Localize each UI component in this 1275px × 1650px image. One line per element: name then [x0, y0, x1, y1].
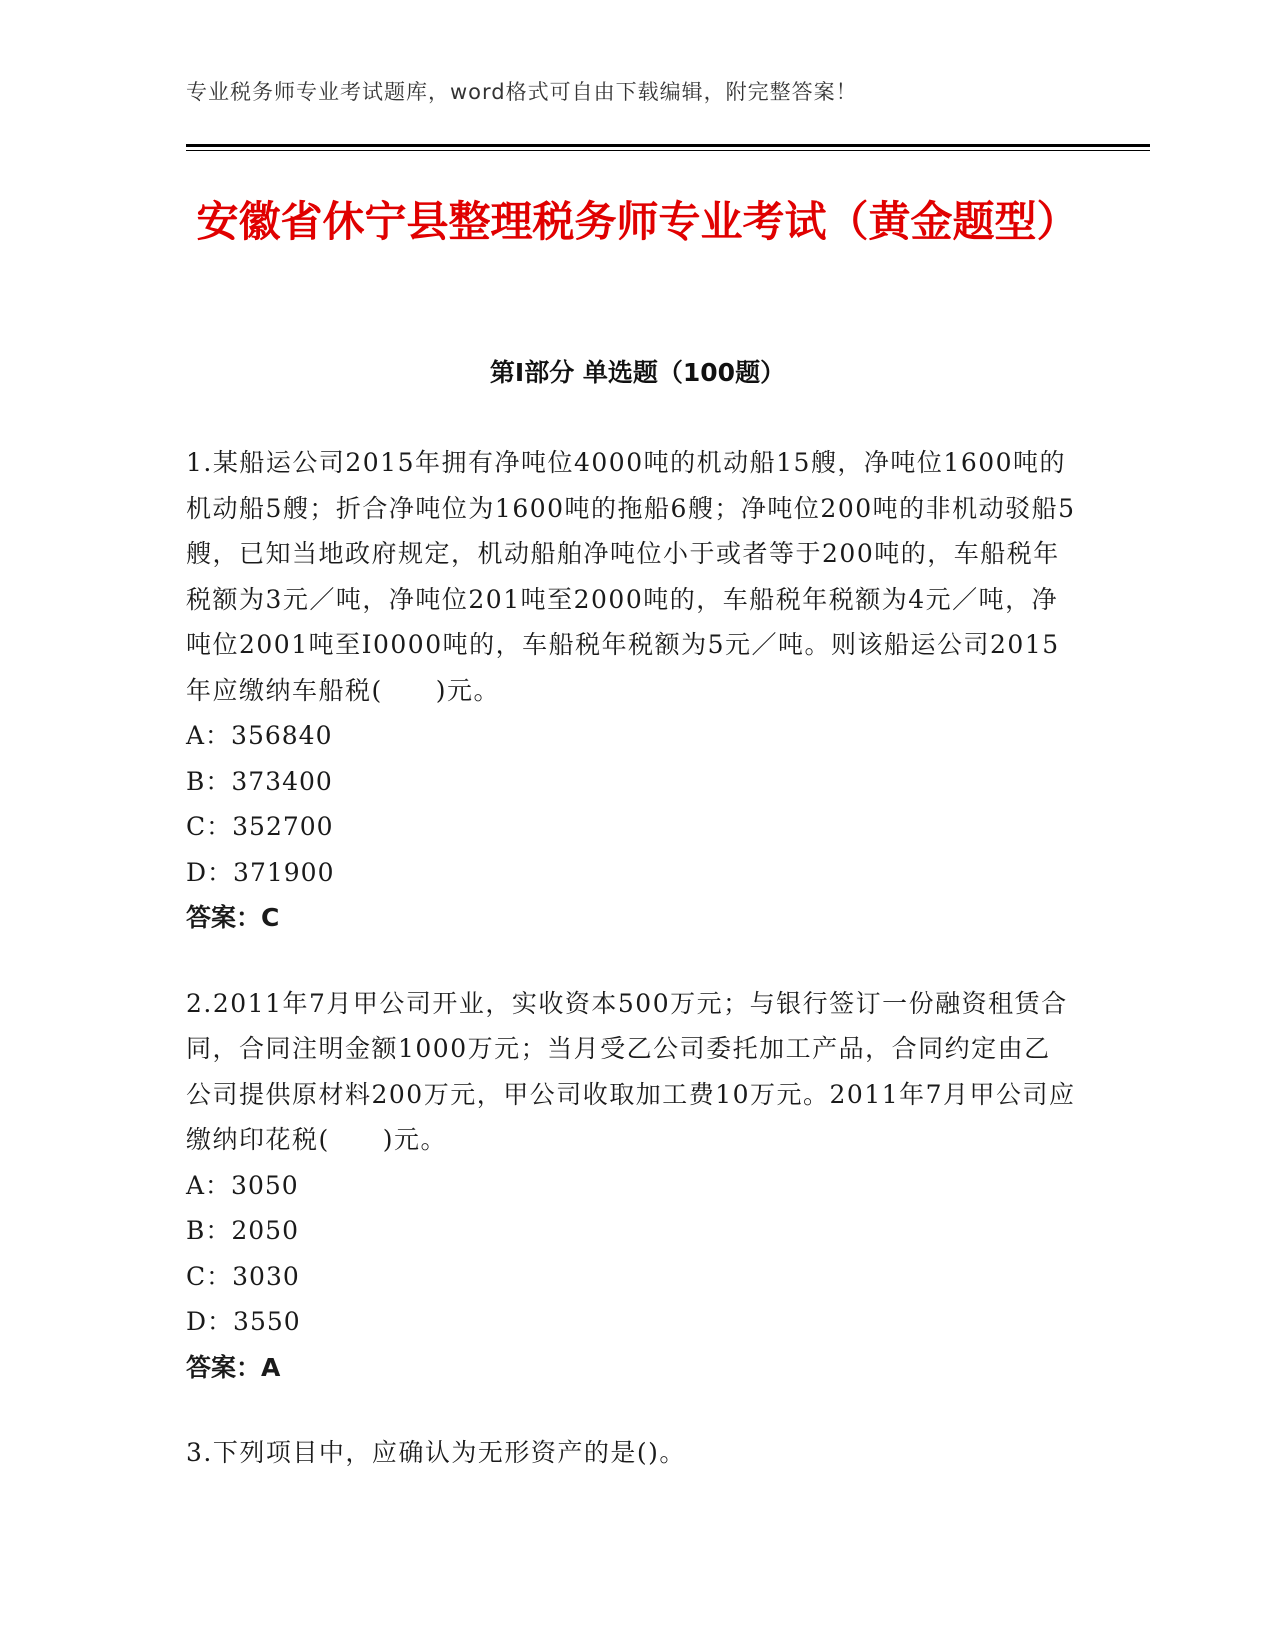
question-list — [186, 440, 1076, 1516]
option-b: B：373400 — [186, 766, 333, 796]
question-text: 3.下列项目中，应确认为无形资产的是()。 — [186, 1438, 686, 1467]
answer: 答案：A — [186, 1352, 281, 1382]
section-title: 第Ⅰ部分 单选题（100题） — [489, 358, 786, 387]
header-rule-thin — [186, 150, 1150, 151]
option-d: D：371900 — [186, 857, 335, 887]
document-title: 安徽省休宁县整理税务师专业考试（黄金题型） — [196, 197, 1079, 246]
option-a: A：3050 — [186, 1170, 299, 1200]
option-d: D：3550 — [186, 1307, 301, 1336]
question-2 — [186, 981, 1076, 1391]
question-1 — [186, 440, 1076, 941]
question-3 — [186, 1430, 1076, 1476]
question-text: 2.2011年7月甲公司开业，实收资本500万元；与银行签订一份融资租赁合同，合同注明金额1000万元；当月受乙公司委托加工产品，合同约定由乙公司提供原材料200万元，甲公司收取加工费10万元。2011年7月甲公司应缴纳印花税( )元。 — [186, 988, 1076, 1154]
header-note: 专业税务师专业考试题库，word格式可自由下载编辑，附完整答案！ — [186, 80, 858, 104]
header-rule-thick — [186, 144, 1150, 147]
option-b: B：2050 — [186, 1216, 299, 1245]
answer: 答案：C — [186, 903, 280, 932]
question-text: 1.某船运公司2015年拥有净吨位4000吨的机动船15艘，净吨位1600吨的机动船5艘；折合净吨位为1600吨的拖船6艘；净吨位200吨的非机动驳船5艘，已知当地政府规定，机动船舶净吨位小于或者等于200吨的，车船税年税额为3元／吨，净吨位201吨至2000吨的，车船税年税额为4元／吨，净吨位2001吨至I0000吨的，车船税年税额为5元／吨。则该船运公司2015年应缴纳车船税( )元。 — [186, 448, 1076, 705]
option-c: C：3030 — [186, 1261, 300, 1291]
option-c: C：352700 — [186, 812, 334, 841]
option-a: A：356840 — [186, 721, 333, 750]
